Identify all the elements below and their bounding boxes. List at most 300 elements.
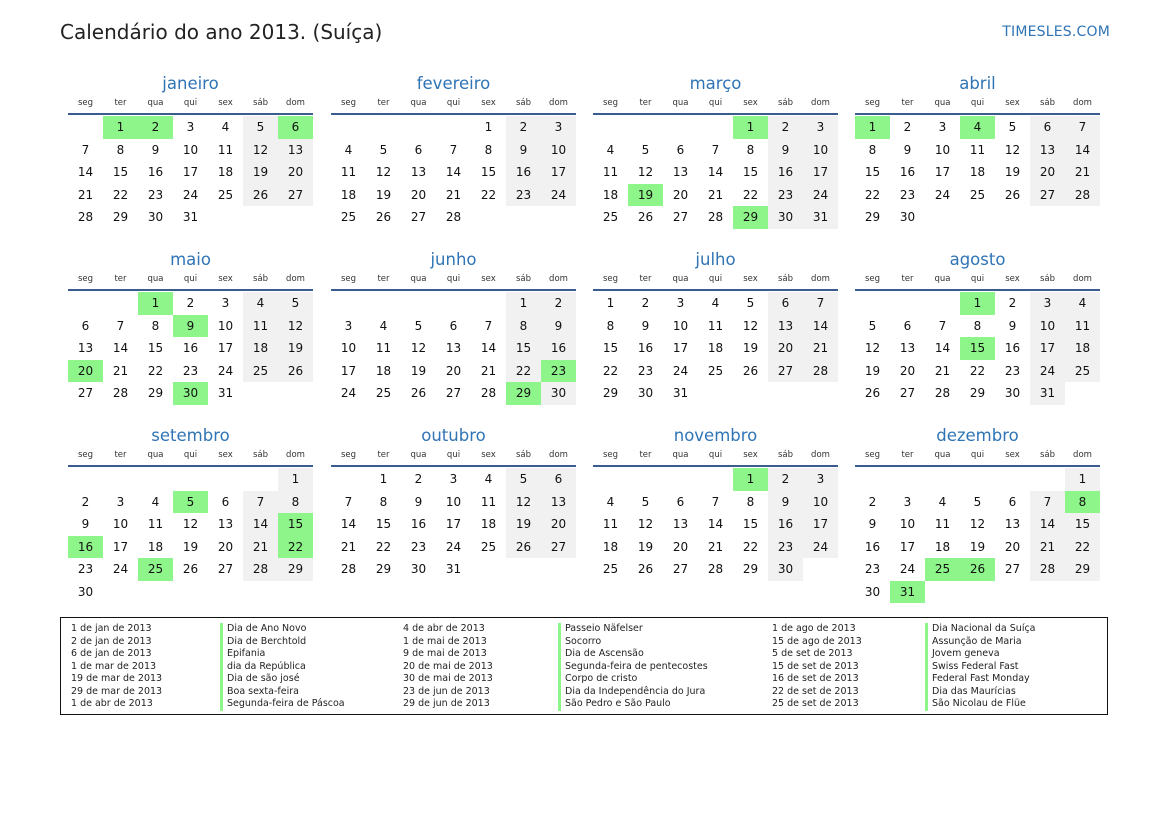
day-cell[interactable]: 19 [969,539,986,554]
day-cell[interactable]: 3 [1030,292,1065,315]
day-cell[interactable]: 10 [803,491,838,514]
day-cell[interactable]: 11 [217,142,234,157]
day-cell[interactable]: 17 [217,341,234,356]
day-cell[interactable]: 10 [445,494,462,509]
day-cell[interactable]: 30 [410,562,427,577]
day-cell[interactable]: 30 [541,382,576,405]
day-cell[interactable]: 25 [707,363,724,378]
day-cell[interactable]: 6 [676,142,685,157]
day-cell[interactable]: 17 [934,165,951,180]
day-cell[interactable]: 30 [899,210,916,225]
day-cell[interactable]: 8 [151,318,160,333]
day-cell[interactable]: 24 [899,562,916,577]
day-cell[interactable]: 14 [707,517,724,532]
holiday-day[interactable]: 8 [1065,491,1100,514]
day-cell[interactable]: 19 [278,337,313,360]
day-cell[interactable]: 23 [864,562,881,577]
day-cell[interactable]: 10 [340,341,357,356]
holiday-day[interactable]: 26 [960,558,995,581]
day-cell[interactable]: 20 [217,539,234,554]
day-cell[interactable]: 9 [641,318,650,333]
day-cell[interactable]: 29 [278,558,313,581]
day-cell[interactable]: 2 [868,494,877,509]
day-cell[interactable]: 5 [379,142,388,157]
day-cell[interactable]: 21 [803,337,838,360]
day-cell[interactable]: 10 [803,139,838,162]
day-cell[interactable]: 25 [602,210,619,225]
day-cell[interactable]: 2 [1008,296,1017,311]
day-cell[interactable]: 1 [379,472,388,487]
day-cell[interactable]: 7 [484,318,493,333]
day-cell[interactable]: 15 [506,337,541,360]
day-cell[interactable]: 28 [77,210,94,225]
day-cell[interactable]: 4 [221,120,230,135]
holiday-day[interactable]: 15 [278,513,313,536]
day-cell[interactable]: 11 [934,517,951,532]
day-cell[interactable]: 31 [182,210,199,225]
day-cell[interactable]: 2 [768,468,803,491]
day-cell[interactable]: 9 [1008,318,1017,333]
day-cell[interactable]: 2 [81,494,90,509]
holiday-day[interactable]: 25 [925,558,960,581]
day-cell[interactable]: 3 [449,472,458,487]
day-cell[interactable]: 4 [243,292,278,315]
day-cell[interactable]: 13 [899,341,916,356]
day-cell[interactable]: 19 [864,363,881,378]
day-cell[interactable]: 20 [1004,539,1021,554]
day-cell[interactable]: 8 [868,142,877,157]
day-cell[interactable]: 25 [1065,360,1100,383]
day-cell[interactable]: 11 [1065,315,1100,338]
day-cell[interactable]: 21 [243,536,278,559]
day-cell[interactable]: 8 [973,318,982,333]
day-cell[interactable]: 22 [375,539,392,554]
day-cell[interactable]: 14 [803,315,838,338]
brand-link[interactable]: TIMESLES.COM [1002,24,1110,40]
day-cell[interactable]: 20 [768,337,803,360]
day-cell[interactable]: 6 [1008,494,1017,509]
day-cell[interactable]: 11 [602,517,619,532]
day-cell[interactable]: 22 [112,187,129,202]
day-cell[interactable]: 28 [340,562,357,577]
day-cell[interactable]: 15 [147,341,164,356]
day-cell[interactable]: 27 [541,536,576,559]
day-cell[interactable]: 22 [864,187,881,202]
holiday-day[interactable]: 2 [138,116,173,139]
day-cell[interactable]: 3 [803,116,838,139]
day-cell[interactable]: 13 [768,315,803,338]
day-cell[interactable]: 6 [414,142,423,157]
day-cell[interactable]: 7 [1065,116,1100,139]
day-cell[interactable]: 15 [602,341,619,356]
day-cell[interactable]: 12 [243,139,278,162]
holiday-day[interactable]: 20 [68,360,103,383]
day-cell[interactable]: 8 [506,315,541,338]
day-cell[interactable]: 10 [934,142,951,157]
holiday-day[interactable]: 4 [960,116,995,139]
day-cell[interactable]: 28 [707,562,724,577]
day-cell[interactable]: 24 [182,187,199,202]
day-cell[interactable]: 21 [340,539,357,554]
day-cell[interactable]: 26 [410,386,427,401]
day-cell[interactable]: 3 [186,120,195,135]
day-cell[interactable]: 21 [77,187,94,202]
day-cell[interactable]: 16 [864,539,881,554]
day-cell[interactable]: 28 [803,360,838,383]
day-cell[interactable]: 6 [221,494,230,509]
day-cell[interactable]: 21 [1065,161,1100,184]
day-cell[interactable]: 10 [112,517,129,532]
day-cell[interactable]: 19 [637,539,654,554]
day-cell[interactable]: 12 [864,341,881,356]
day-cell[interactable]: 7 [938,318,947,333]
day-cell[interactable]: 24 [934,187,951,202]
day-cell[interactable]: 18 [707,341,724,356]
day-cell[interactable]: 21 [707,539,724,554]
day-cell[interactable]: 22 [480,187,497,202]
day-cell[interactable]: 29 [147,386,164,401]
day-cell[interactable]: 22 [602,363,619,378]
day-cell[interactable]: 30 [864,584,881,599]
day-cell[interactable]: 7 [116,318,125,333]
day-cell[interactable]: 5 [641,142,650,157]
day-cell[interactable]: 13 [672,165,689,180]
day-cell[interactable]: 25 [375,386,392,401]
holiday-day[interactable]: 29 [733,206,768,229]
day-cell[interactable]: 23 [899,187,916,202]
day-cell[interactable]: 6 [1030,116,1065,139]
day-cell[interactable]: 5 [746,296,755,311]
day-cell[interactable]: 20 [541,513,576,536]
day-cell[interactable]: 7 [711,494,720,509]
day-cell[interactable]: 4 [606,494,615,509]
day-cell[interactable]: 5 [414,318,423,333]
day-cell[interactable]: 22 [506,360,541,383]
day-cell[interactable]: 17 [112,539,129,554]
day-cell[interactable]: 27 [768,360,803,383]
day-cell[interactable]: 15 [742,517,759,532]
day-cell[interactable]: 28 [934,386,951,401]
day-cell[interactable]: 7 [1030,491,1065,514]
day-cell[interactable]: 10 [672,318,689,333]
day-cell[interactable]: 18 [602,539,619,554]
day-cell[interactable]: 18 [934,539,951,554]
day-cell[interactable]: 7 [449,142,458,157]
day-cell[interactable]: 15 [1065,513,1100,536]
day-cell[interactable]: 9 [541,315,576,338]
day-cell[interactable]: 7 [803,292,838,315]
day-cell[interactable]: 7 [711,142,720,157]
day-cell[interactable]: 20 [672,539,689,554]
day-cell[interactable]: 6 [541,468,576,491]
day-cell[interactable]: 23 [506,184,541,207]
day-cell[interactable]: 19 [506,513,541,536]
day-cell[interactable]: 30 [77,584,94,599]
holiday-day[interactable]: 23 [541,360,576,383]
day-cell[interactable]: 14 [1030,513,1065,536]
day-cell[interactable]: 22 [742,539,759,554]
day-cell[interactable]: 18 [340,187,357,202]
holiday-day[interactable]: 19 [628,184,663,207]
holiday-day[interactable]: 30 [173,382,208,405]
day-cell[interactable]: 18 [375,363,392,378]
day-cell[interactable]: 3 [344,318,353,333]
day-cell[interactable]: 10 [1030,315,1065,338]
day-cell[interactable]: 13 [1004,517,1021,532]
day-cell[interactable]: 18 [243,337,278,360]
day-cell[interactable]: 15 [375,517,392,532]
day-cell[interactable]: 24 [541,184,576,207]
day-cell[interactable]: 14 [445,165,462,180]
day-cell[interactable]: 26 [637,562,654,577]
day-cell[interactable]: 19 [742,341,759,356]
day-cell[interactable]: 2 [641,296,650,311]
day-cell[interactable]: 3 [116,494,125,509]
day-cell[interactable]: 24 [340,386,357,401]
day-cell[interactable]: 28 [445,210,462,225]
day-cell[interactable]: 8 [746,142,755,157]
day-cell[interactable]: 5 [1008,120,1017,135]
day-cell[interactable]: 18 [217,165,234,180]
day-cell[interactable]: 9 [768,139,803,162]
day-cell[interactable]: 26 [243,184,278,207]
day-cell[interactable]: 11 [707,318,724,333]
day-cell[interactable]: 9 [903,142,912,157]
day-cell[interactable]: 23 [768,184,803,207]
holiday-day[interactable]: 1 [960,292,995,315]
day-cell[interactable]: 15 [742,165,759,180]
day-cell[interactable]: 13 [217,517,234,532]
day-cell[interactable]: 26 [637,210,654,225]
day-cell[interactable]: 27 [410,210,427,225]
day-cell[interactable]: 30 [1004,386,1021,401]
day-cell[interactable]: 19 [182,539,199,554]
day-cell[interactable]: 7 [243,491,278,514]
day-cell[interactable]: 1 [484,120,493,135]
day-cell[interactable]: 30 [768,558,803,581]
day-cell[interactable]: 25 [969,187,986,202]
day-cell[interactable]: 6 [81,318,90,333]
day-cell[interactable]: 3 [803,468,838,491]
day-cell[interactable]: 18 [480,517,497,532]
holiday-day[interactable]: 15 [960,337,995,360]
day-cell[interactable]: 7 [344,494,353,509]
day-cell[interactable]: 5 [641,494,650,509]
day-cell[interactable]: 14 [243,513,278,536]
day-cell[interactable]: 1 [506,292,541,315]
day-cell[interactable]: 15 [112,165,129,180]
day-cell[interactable]: 17 [182,165,199,180]
day-cell[interactable]: 23 [637,363,654,378]
day-cell[interactable]: 11 [602,165,619,180]
day-cell[interactable]: 22 [147,363,164,378]
day-cell[interactable]: 26 [182,562,199,577]
day-cell[interactable]: 11 [147,517,164,532]
day-cell[interactable]: 14 [1065,139,1100,162]
day-cell[interactable]: 24 [1030,360,1065,383]
day-cell[interactable]: 17 [803,513,838,536]
day-cell[interactable]: 12 [637,517,654,532]
day-cell[interactable]: 19 [243,161,278,184]
day-cell[interactable]: 6 [676,494,685,509]
day-cell[interactable]: 13 [410,165,427,180]
day-cell[interactable]: 31 [803,206,838,229]
day-cell[interactable]: 8 [379,494,388,509]
day-cell[interactable]: 2 [186,296,195,311]
day-cell[interactable]: 28 [1030,558,1065,581]
day-cell[interactable]: 5 [506,468,541,491]
day-cell[interactable]: 17 [803,161,838,184]
day-cell[interactable]: 16 [410,517,427,532]
day-cell[interactable]: 20 [672,187,689,202]
day-cell[interactable]: 1 [606,296,615,311]
holiday-day[interactable]: 22 [278,536,313,559]
day-cell[interactable]: 16 [768,513,803,536]
day-cell[interactable]: 11 [375,341,392,356]
day-cell[interactable]: 14 [707,165,724,180]
day-cell[interactable]: 9 [868,517,877,532]
day-cell[interactable]: 18 [602,187,619,202]
day-cell[interactable]: 22 [969,363,986,378]
day-cell[interactable]: 14 [934,341,951,356]
day-cell[interactable]: 14 [77,165,94,180]
day-cell[interactable]: 8 [484,142,493,157]
day-cell[interactable]: 12 [506,491,541,514]
day-cell[interactable]: 6 [903,318,912,333]
day-cell[interactable]: 12 [742,318,759,333]
day-cell[interactable]: 4 [151,494,160,509]
day-cell[interactable]: 26 [278,360,313,383]
day-cell[interactable]: 17 [1030,337,1065,360]
day-cell[interactable]: 17 [445,517,462,532]
day-cell[interactable]: 20 [899,363,916,378]
day-cell[interactable]: 20 [1030,161,1065,184]
day-cell[interactable]: 24 [672,363,689,378]
day-cell[interactable]: 21 [1030,536,1065,559]
day-cell[interactable]: 31 [672,386,689,401]
day-cell[interactable]: 27 [77,386,94,401]
day-cell[interactable]: 28 [112,386,129,401]
day-cell[interactable]: 21 [934,363,951,378]
day-cell[interactable]: 9 [768,491,803,514]
day-cell[interactable]: 13 [541,491,576,514]
day-cell[interactable]: 19 [1004,165,1021,180]
day-cell[interactable]: 26 [506,536,541,559]
day-cell[interactable]: 29 [602,386,619,401]
day-cell[interactable]: 29 [112,210,129,225]
day-cell[interactable]: 23 [147,187,164,202]
day-cell[interactable]: 9 [81,517,90,532]
day-cell[interactable]: 26 [1004,187,1021,202]
day-cell[interactable]: 28 [243,558,278,581]
day-cell[interactable]: 26 [742,363,759,378]
day-cell[interactable]: 20 [410,187,427,202]
day-cell[interactable]: 15 [480,165,497,180]
day-cell[interactable]: 31 [217,386,234,401]
day-cell[interactable]: 16 [541,337,576,360]
day-cell[interactable]: 24 [217,363,234,378]
day-cell[interactable]: 16 [768,161,803,184]
day-cell[interactable]: 25 [602,562,619,577]
day-cell[interactable]: 4 [484,472,493,487]
day-cell[interactable]: 2 [903,120,912,135]
holiday-day[interactable]: 1 [733,116,768,139]
day-cell[interactable]: 10 [182,142,199,157]
day-cell[interactable]: 30 [768,206,803,229]
day-cell[interactable]: 16 [506,161,541,184]
day-cell[interactable]: 2 [414,472,423,487]
day-cell[interactable]: 12 [1004,142,1021,157]
day-cell[interactable]: 21 [112,363,129,378]
day-cell[interactable]: 18 [1065,337,1100,360]
day-cell[interactable]: 25 [243,360,278,383]
day-cell[interactable]: 30 [147,210,164,225]
day-cell[interactable]: 29 [742,562,759,577]
day-cell[interactable]: 20 [278,161,313,184]
day-cell[interactable]: 16 [637,341,654,356]
day-cell[interactable]: 25 [480,539,497,554]
day-cell[interactable]: 15 [864,165,881,180]
day-cell[interactable]: 19 [375,187,392,202]
day-cell[interactable]: 12 [637,165,654,180]
day-cell[interactable]: 4 [711,296,720,311]
day-cell[interactable]: 9 [414,494,423,509]
day-cell[interactable]: 28 [1065,184,1100,207]
day-cell[interactable]: 11 [969,142,986,157]
day-cell[interactable]: 4 [938,494,947,509]
day-cell[interactable]: 5 [243,116,278,139]
day-cell[interactable]: 13 [445,341,462,356]
day-cell[interactable]: 20 [445,363,462,378]
day-cell[interactable]: 4 [1065,292,1100,315]
day-cell[interactable]: 2 [506,116,541,139]
day-cell[interactable]: 3 [541,116,576,139]
day-cell[interactable]: 3 [221,296,230,311]
holiday-day[interactable]: 16 [68,536,103,559]
day-cell[interactable]: 11 [243,315,278,338]
day-cell[interactable]: 23 [410,539,427,554]
day-cell[interactable]: 31 [445,562,462,577]
day-cell[interactable]: 26 [864,386,881,401]
holiday-day[interactable]: 1 [138,292,173,315]
day-cell[interactable]: 29 [969,386,986,401]
day-cell[interactable]: 8 [278,491,313,514]
day-cell[interactable]: 17 [340,363,357,378]
day-cell[interactable]: 23 [1004,363,1021,378]
day-cell[interactable]: 25 [217,187,234,202]
day-cell[interactable]: 21 [445,187,462,202]
holiday-day[interactable]: 29 [506,382,541,405]
day-cell[interactable]: 4 [606,142,615,157]
day-cell[interactable]: 13 [278,139,313,162]
day-cell[interactable]: 29 [375,562,392,577]
day-cell[interactable]: 1 [1065,468,1100,491]
day-cell[interactable]: 22 [1065,536,1100,559]
day-cell[interactable]: 10 [899,517,916,532]
day-cell[interactable]: 24 [112,562,129,577]
day-cell[interactable]: 3 [676,296,685,311]
day-cell[interactable]: 28 [480,386,497,401]
day-cell[interactable]: 10 [541,139,576,162]
day-cell[interactable]: 8 [116,142,125,157]
day-cell[interactable]: 24 [445,539,462,554]
day-cell[interactable]: 23 [77,562,94,577]
day-cell[interactable]: 26 [375,210,392,225]
holiday-day[interactable]: 31 [890,581,925,604]
day-cell[interactable]: 23 [182,363,199,378]
day-cell[interactable]: 14 [340,517,357,532]
holiday-day[interactable]: 1 [733,468,768,491]
